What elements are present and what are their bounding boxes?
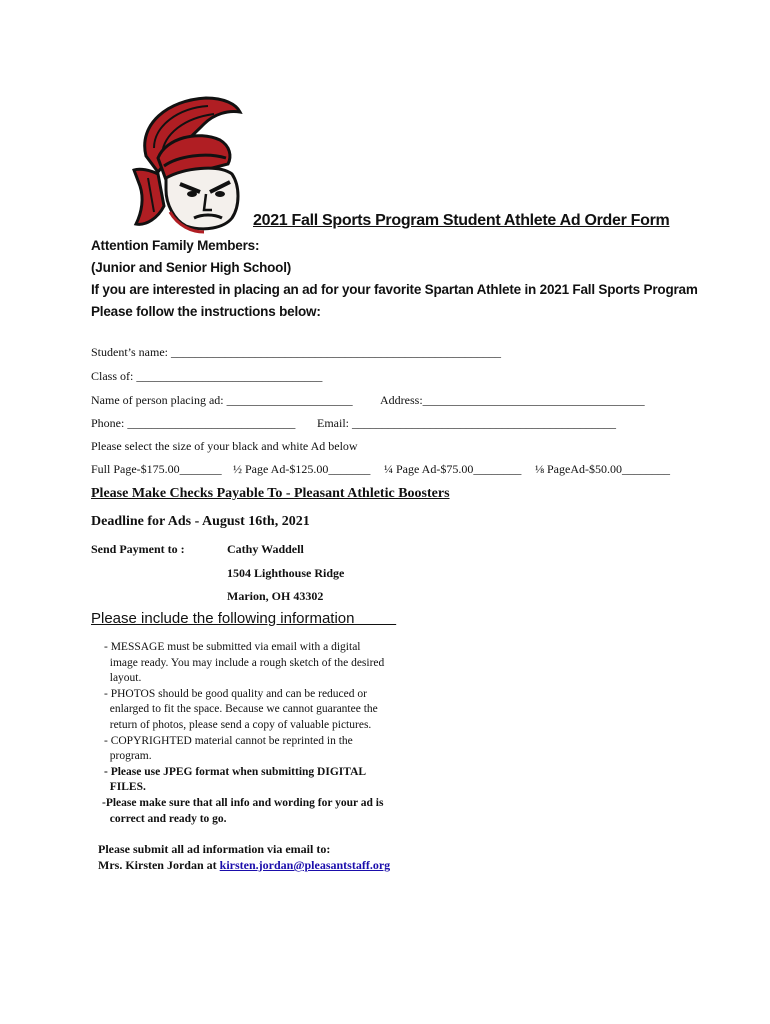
- contact-name: Mrs. Kirsten Jordan at: [98, 858, 220, 872]
- size-prompt: Please select the size of your black and white Ad below: [91, 439, 358, 453]
- checks-payable-heading: Please Make Checks Payable To - Pleasant Athletic Boosters: [91, 486, 450, 501]
- submit-contact: [98, 858, 390, 873]
- payment-street: 1504 Lighthouse Ridge: [227, 566, 345, 580]
- list-item: return of photos, please send a copy of valuable pictures.: [104, 718, 372, 731]
- email-link[interactable]: kirsten.jordan@pleasantstaff.org: [219, 858, 391, 872]
- person-name-field[interactable]: Name of person placing ad: _____________________: [91, 393, 353, 407]
- list-item: enlarged to fit the space. Because we cannot guarantee the: [104, 703, 378, 716]
- list-item: layout.: [104, 672, 142, 685]
- email-field[interactable]: Email: ____________________________________________: [317, 416, 616, 430]
- spartan-mascot-logo: [128, 94, 246, 234]
- quarter-page-option[interactable]: ¼ Page Ad-$75.00________: [384, 462, 522, 476]
- list-item: program.: [104, 750, 152, 763]
- info-heading: Please include the following information: [91, 610, 397, 627]
- intro-line-4: Please follow the instructions below:: [91, 304, 321, 319]
- phone-field[interactable]: Phone: ____________________________: [91, 416, 296, 430]
- student-name-field[interactable]: Student’s name: _______________________________________________________: [91, 345, 501, 359]
- list-item: - COPYRIGHTED material cannot be reprinted in the: [104, 734, 353, 747]
- list-item: - PHOTOS should be good quality and can be reduced or: [104, 687, 367, 700]
- half-page-option[interactable]: ½ Page Ad-$125.00_______: [233, 462, 371, 476]
- list-item: correct and ready to go.: [104, 812, 227, 825]
- list-item: image ready. You may include a rough sketch of the desired: [104, 656, 385, 669]
- list-item: FILES.: [104, 781, 146, 794]
- deadline-heading: Deadline for Ads - August 16th, 2021: [91, 514, 310, 529]
- intro-line-1: Attention Family Members:: [91, 238, 260, 253]
- intro-line-3: If you are interested in placing an ad for your favorite Spartan Athlete in 2021 Fall Sports Program: [91, 282, 698, 297]
- list-item: - MESSAGE must be submitted via email with a digital: [104, 641, 361, 653]
- eighth-page-option[interactable]: ⅛ PageAd-$50.00________: [535, 462, 670, 476]
- full-page-option[interactable]: Full Page-$175.00_______: [91, 462, 222, 476]
- payment-city: Marion, OH 43302: [227, 589, 324, 603]
- send-payment-label: Send Payment to :: [91, 542, 185, 556]
- submit-instruction: Please submit all ad information via email to:: [98, 842, 331, 856]
- intro-line-2: (Junior and Senior High School): [91, 260, 292, 275]
- info-list: [104, 640, 384, 827]
- form-title: 2021 Fall Sports Program Student Athlete Ad Order Form: [253, 212, 670, 229]
- class-of-field[interactable]: Class of: _______________________________: [91, 369, 323, 383]
- list-item: -Please make sure that all info and wording for your ad is: [102, 796, 384, 809]
- list-item: - Please use JPEG format when submitting DIGITAL: [104, 765, 367, 778]
- address-field[interactable]: Address:_____________________________________: [380, 393, 645, 407]
- payment-name: Cathy Waddell: [227, 542, 304, 556]
